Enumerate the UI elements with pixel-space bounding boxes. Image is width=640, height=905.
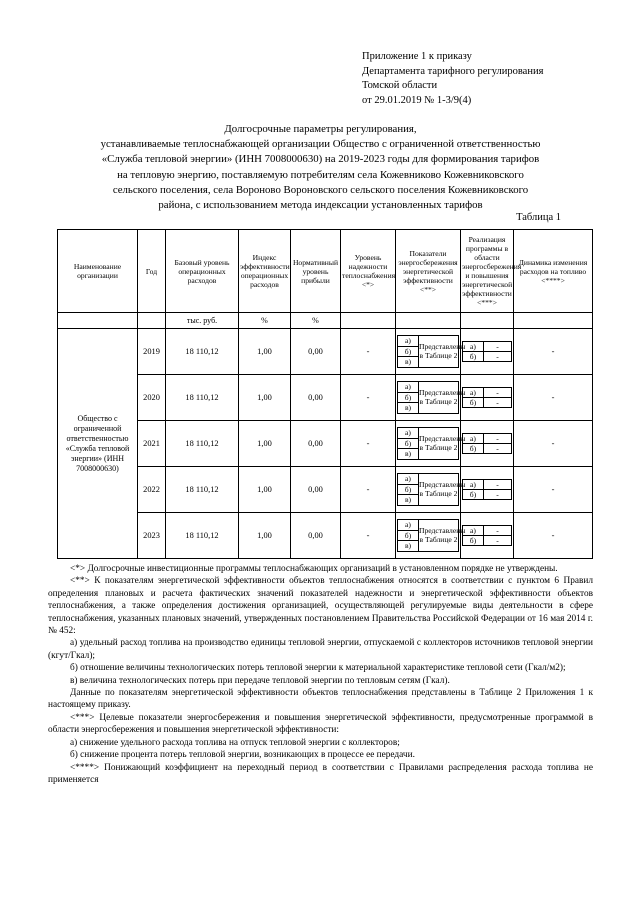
sub-label-a: а) xyxy=(398,428,419,438)
col-header-base-level: Базовый уровень операционных расходов xyxy=(166,230,239,313)
parameters-table xyxy=(57,229,593,559)
table-row xyxy=(58,375,593,421)
unit-energy-indicators xyxy=(396,313,461,329)
sub-label-b: б) xyxy=(398,438,419,448)
table-header-row xyxy=(58,230,593,313)
document-title xyxy=(48,122,593,213)
col-header-reliability: Уровень надежности теплоснабжения <*> xyxy=(341,230,396,313)
unit-base-level: тыс. руб. xyxy=(166,313,239,329)
cell-reliability: - xyxy=(341,421,396,467)
table-row xyxy=(58,329,593,375)
sub-label-b: б) xyxy=(463,352,484,362)
program-subtable xyxy=(462,525,512,547)
header-line-1: Приложение 1 к приказу xyxy=(362,51,472,62)
energy-subtable xyxy=(397,381,466,413)
cell-energy-indicators xyxy=(396,513,466,559)
footnote-3: <***> Целевые показатели энергосбережения и повышения энергетической эффективности, предусмотренные программой в области энергосбережения и повышения энергетической эффективности: xyxy=(48,712,593,736)
unit-index-efficiency: % xyxy=(239,313,291,329)
cell-year: 2019 xyxy=(138,329,166,375)
header-line-4: от 29.01.2019 № 1-3/9(4) xyxy=(362,94,472,106)
cell-index-efficiency: 1,00 xyxy=(239,467,291,513)
energy-subtable xyxy=(397,473,466,505)
footnote-2b: б) отношение величины технологических потерь тепловой энергии к материальной характеристике тепловой сети (Гкал/м2); xyxy=(70,663,566,674)
cell-base-level: 18 110,12 xyxy=(166,421,239,467)
sub-label-b: б) xyxy=(463,444,484,454)
program-value-b: - xyxy=(484,352,512,362)
title-line-5: сельского поселения, села Вороново Вороновского сельского поселения Кожевниковского xyxy=(112,183,529,196)
program-value-b: - xyxy=(484,398,512,408)
sub-label-v: в) xyxy=(398,495,419,505)
cell-normative-profit: 0,00 xyxy=(291,421,341,467)
program-value-b: - xyxy=(484,536,512,546)
cell-year: 2023 xyxy=(138,513,166,559)
col-header-year: Год xyxy=(138,230,166,313)
sub-label-a: а) xyxy=(398,382,419,392)
table-row xyxy=(58,421,593,467)
sub-label-v: в) xyxy=(398,357,419,367)
table-units-row xyxy=(58,313,593,329)
cell-reliability: - xyxy=(341,329,396,375)
title-line-6: района, с использованием метода индексации установленных тарифов xyxy=(158,199,483,212)
sub-label-a: а) xyxy=(463,387,484,397)
cell-organization-name: Общество с ограниченной ответственностью «Служба тепловой энергии» (ИНН 7008000630) xyxy=(58,329,138,559)
footnotes-section xyxy=(48,563,593,786)
cell-program-realization xyxy=(461,329,514,375)
footnote-2a: а) удельный расход топлива на производство единицы тепловой энергии, отпускаемой с коллекторов источников тепловой энергии (кгут/Гкал); xyxy=(48,638,593,661)
cell-base-level: 18 110,12 xyxy=(166,375,239,421)
cell-reliability: - xyxy=(341,375,396,421)
energy-indicator-value: Представлены в Таблице 2 xyxy=(419,382,459,413)
sub-label-a: а) xyxy=(463,525,484,535)
unit-organization xyxy=(58,313,138,329)
document-header xyxy=(362,50,612,108)
title-line-1: Долгосрочные параметры регулирования, xyxy=(224,123,417,135)
cell-index-efficiency: 1,00 xyxy=(239,329,291,375)
cell-fuel-dynamics: - xyxy=(514,421,593,467)
cell-year: 2020 xyxy=(138,375,166,421)
sub-label-b: б) xyxy=(463,398,484,408)
cell-energy-indicators xyxy=(396,375,466,421)
cell-reliability: - xyxy=(341,513,396,559)
table-label: Таблица 1 xyxy=(516,212,561,223)
cell-index-efficiency: 1,00 xyxy=(239,375,291,421)
sub-label-v: в) xyxy=(398,541,419,551)
sub-label-b: б) xyxy=(463,490,484,500)
cell-reliability: - xyxy=(341,467,396,513)
header-line-2: Департамента тарифного регулирования xyxy=(362,65,544,77)
title-line-3: «Служба тепловой энергии» (ИНН 7008000630) на 2019-2023 годы для формирования тарифов xyxy=(101,153,540,166)
cell-normative-profit: 0,00 xyxy=(291,467,341,513)
program-subtable xyxy=(462,341,512,363)
table-row xyxy=(58,513,593,559)
energy-indicator-value: Представлены в Таблице 2 xyxy=(419,474,459,505)
col-header-normative-profit: Нормативный уровень прибыли xyxy=(291,230,341,313)
sub-label-b: б) xyxy=(398,392,419,402)
cell-fuel-dynamics: - xyxy=(514,513,593,559)
parameters-table-wrapper xyxy=(57,229,592,559)
cell-base-level: 18 110,12 xyxy=(166,329,239,375)
program-subtable xyxy=(462,433,512,455)
energy-subtable xyxy=(397,427,466,459)
sub-label-a: а) xyxy=(398,336,419,346)
sub-label-a: а) xyxy=(463,341,484,351)
cell-year: 2021 xyxy=(138,421,166,467)
energy-subtable xyxy=(397,335,466,367)
sub-label-a: а) xyxy=(463,433,484,443)
sub-label-v: в) xyxy=(398,403,419,413)
cell-fuel-dynamics: - xyxy=(514,375,593,421)
cell-energy-indicators xyxy=(396,421,466,467)
unit-program-realization xyxy=(461,313,514,329)
sub-label-b: б) xyxy=(463,536,484,546)
sub-label-b: б) xyxy=(398,530,419,540)
cell-program-realization xyxy=(461,375,514,421)
footnote-2v: в) величина технологических потерь при передаче тепловой энергии по тепловым сетям (Гкал). xyxy=(70,675,450,686)
cell-normative-profit: 0,00 xyxy=(291,329,341,375)
title-line-4: на тепловую энергию, поставляемую потребителям села Кожевниково Кожевниковского xyxy=(117,168,524,181)
title-line-2: устанавливаемые теплоснабжающей организации Общество с ограниченной ответственностью xyxy=(100,138,541,151)
sub-label-a: а) xyxy=(398,474,419,484)
program-value-a: - xyxy=(484,525,512,535)
energy-indicator-value: Представлены в Таблице 2 xyxy=(419,520,459,551)
energy-indicator-value: Представлены в Таблице 2 xyxy=(419,428,459,459)
program-value-a: - xyxy=(484,433,512,443)
col-header-energy-indicators: Показатели энергосбережения энергетической эффективности <**> xyxy=(396,230,461,313)
cell-base-level: 18 110,12 xyxy=(166,467,239,513)
col-header-fuel-dynamics: Динамика изменения расходов на топливо <****> xyxy=(514,230,593,313)
cell-energy-indicators xyxy=(396,467,466,513)
cell-index-efficiency: 1,00 xyxy=(239,421,291,467)
footnote-3b: б) снижение процента потерь тепловой энергии, возникающих в процессе ее передачи. xyxy=(70,750,415,761)
program-subtable xyxy=(462,479,512,501)
col-header-index-efficiency: Индекс эффективности операционных расходов xyxy=(239,230,291,313)
table-row xyxy=(58,467,593,513)
header-line-3: Томской области xyxy=(362,80,438,91)
sub-label-b: б) xyxy=(398,484,419,494)
cell-energy-indicators xyxy=(396,329,466,375)
cell-year: 2022 xyxy=(138,467,166,513)
cell-fuel-dynamics: - xyxy=(514,467,593,513)
program-value-a: - xyxy=(484,341,512,351)
program-value-b: - xyxy=(484,490,512,500)
program-value-b: - xyxy=(484,444,512,454)
unit-reliability xyxy=(341,313,396,329)
program-subtable xyxy=(462,387,512,409)
unit-fuel-dynamics xyxy=(514,313,593,329)
unit-year xyxy=(138,313,166,329)
cell-program-realization xyxy=(461,513,514,559)
footnote-2: <**> К показателям энергетической эффективности объектов теплоснабжения относятся в соответствии с пунктом 6 Правил определения плановых и расчета фактических значений показателей надежности и энергетической эффективности объектов теплоснабжения, а также определения достижения организацией, осуществляющей регулируемые виды деятельности в сфере теплоснабжения, указанных плановых значений, утвержденных постановлением Правительства Российской Федерации от 16 мая 2014 г. № 452: xyxy=(48,576,593,637)
program-value-a: - xyxy=(484,387,512,397)
col-header-program-realization: Реализация программы в области энергосбережения и повышения энергетической эффективности <***> xyxy=(461,230,514,313)
footnote-3a: а) снижение удельного расхода топлива на отпуск тепловой энергии с коллекторов; xyxy=(70,737,400,748)
program-value-a: - xyxy=(484,479,512,489)
sub-label-v: в) xyxy=(398,449,419,459)
sub-label-a: а) xyxy=(398,520,419,530)
cell-program-realization xyxy=(461,467,514,513)
cell-fuel-dynamics: - xyxy=(514,329,593,375)
energy-subtable xyxy=(397,519,466,551)
energy-indicator-value: Представлены в Таблице 2 xyxy=(419,336,459,367)
col-header-organization: Наименование организации xyxy=(58,230,138,313)
footnote-4: <****> Понижающий коэффициент на переходный период в соответствии с Правилами распределения расхода топлива не применяется xyxy=(48,762,593,785)
cell-normative-profit: 0,00 xyxy=(291,513,341,559)
cell-base-level: 18 110,12 xyxy=(166,513,239,559)
sub-label-b: б) xyxy=(398,346,419,356)
cell-normative-profit: 0,00 xyxy=(291,375,341,421)
cell-index-efficiency: 1,00 xyxy=(239,513,291,559)
footnote-data-reference: Данные по показателям энергетической эффективности объектов теплоснабжения представлены в Таблице 2 Приложения 1 к настоящему приказу. xyxy=(48,688,593,711)
sub-label-a: а) xyxy=(463,479,484,489)
unit-normative-profit: % xyxy=(291,313,341,329)
cell-program-realization xyxy=(461,421,514,467)
footnote-1: <*> Долгосрочные инвестиционные программы теплоснабжающих организаций в установленном порядке не утверждены. xyxy=(70,564,558,574)
